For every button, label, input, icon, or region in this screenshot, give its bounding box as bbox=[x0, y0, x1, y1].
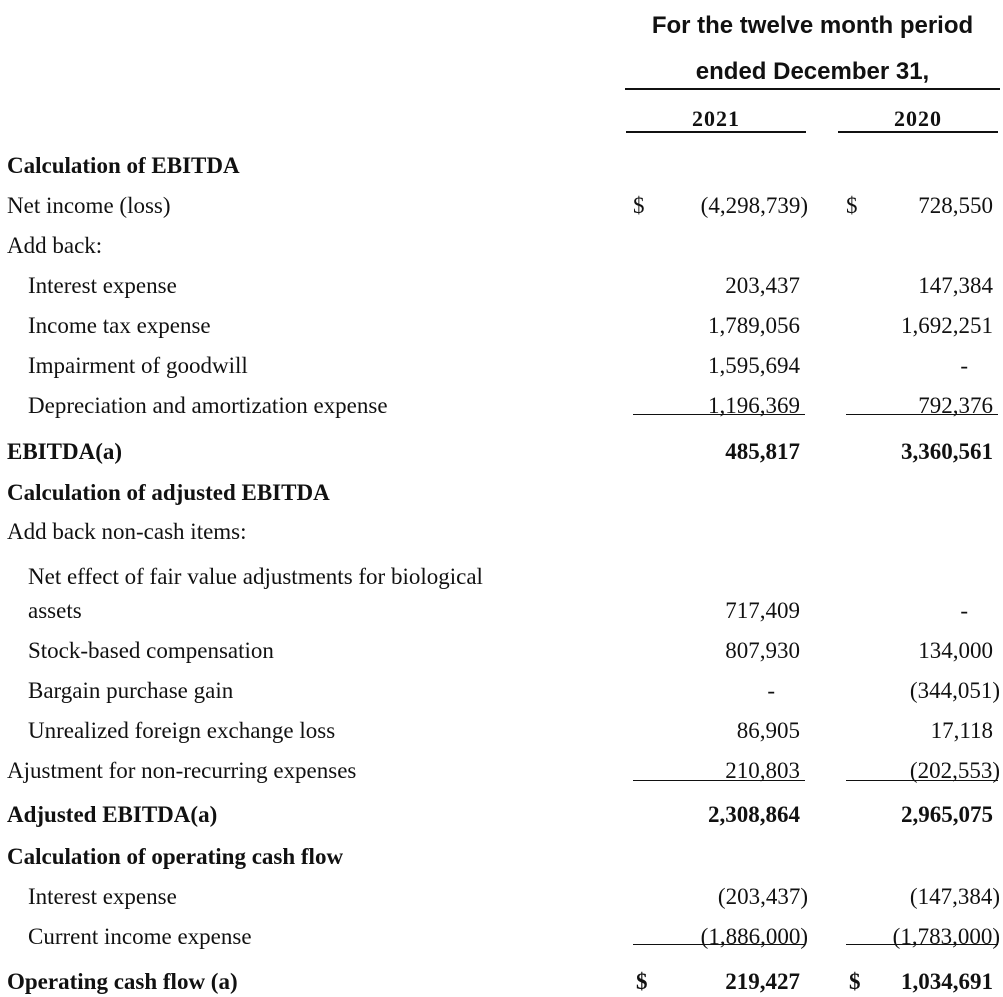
row-label: Net income (loss) bbox=[7, 193, 171, 218]
row-label: Income tax expense bbox=[28, 313, 211, 338]
year-2020-rule bbox=[838, 131, 998, 133]
table-row-adjusted-ebitda bbox=[0, 800, 1003, 830]
subtotal-rule-2021 bbox=[633, 944, 805, 945]
row-label: Depreciation and amortization expense bbox=[28, 393, 388, 418]
table-row-impairment bbox=[0, 351, 1003, 381]
row-label: Add back: bbox=[7, 233, 103, 258]
table-row-bargain-gain bbox=[0, 676, 1003, 706]
table-row-stock-comp bbox=[0, 636, 1003, 666]
row-label: Impairment of goodwill bbox=[28, 353, 248, 378]
table-row-add-back bbox=[0, 231, 1003, 261]
value-2021: (1,886,000) bbox=[700, 924, 808, 949]
subtotal-rule-2021 bbox=[633, 780, 805, 781]
value-2021: 86,905 bbox=[736, 718, 800, 743]
table-row-operating-cash-flow bbox=[0, 967, 1003, 997]
table-row-non-recurring bbox=[0, 756, 1003, 786]
currency-symbol: $ bbox=[849, 969, 861, 994]
value-2020: 3,360,561 bbox=[901, 439, 993, 464]
section-heading-adjusted-ebitda bbox=[0, 478, 1003, 508]
currency-symbol: $ bbox=[636, 969, 648, 994]
value-2021: 1,789,056 bbox=[708, 313, 800, 338]
value-2020: 17,118 bbox=[930, 718, 993, 743]
value-2020: 147,384 bbox=[918, 273, 993, 298]
table-row-current-income bbox=[0, 922, 1003, 952]
value-2020: - bbox=[960, 353, 968, 378]
currency-symbol: $ bbox=[846, 193, 858, 218]
subtotal-rule-2020 bbox=[846, 780, 998, 781]
year-2021-header: 2021 bbox=[692, 106, 740, 131]
subtotal-rule-2020 bbox=[846, 414, 998, 415]
period-header-rule bbox=[625, 88, 1000, 90]
section-label: Calculation of adjusted EBITDA bbox=[7, 480, 330, 505]
row-label: Ajustment for non-recurring expenses bbox=[7, 758, 357, 783]
period-header-line1: For the twelve month period bbox=[651, 12, 974, 39]
value-2021: 717,409 bbox=[725, 598, 800, 623]
section-label: Calculation of EBITDA bbox=[7, 153, 240, 178]
table-row-fair-value bbox=[0, 596, 1003, 626]
value-2020: 2,965,075 bbox=[901, 802, 993, 827]
row-label: EBITDA(a) bbox=[7, 439, 123, 464]
section-heading-ebitda bbox=[0, 151, 1003, 181]
value-2021: 807,930 bbox=[725, 638, 800, 663]
value-2021: 203,437 bbox=[725, 273, 800, 298]
period-header-line2: ended December 31, bbox=[695, 58, 930, 85]
value-2020: 1,692,251 bbox=[901, 313, 993, 338]
table-row-net-income bbox=[0, 191, 1003, 221]
table-row-depreciation bbox=[0, 391, 1003, 421]
value-2021: 1,595,694 bbox=[708, 353, 800, 378]
table-row-add-back-noncash bbox=[0, 517, 1003, 547]
value-2021: 1,196,369 bbox=[708, 393, 800, 418]
value-2021: 210,803 bbox=[725, 758, 800, 783]
subtotal-rule-2021 bbox=[633, 414, 805, 415]
table-row-fair-value-line1 bbox=[0, 562, 1003, 592]
value-2021: 219,427 bbox=[725, 969, 800, 994]
row-label: Unrealized foreign exchange loss bbox=[28, 718, 336, 743]
value-2021: (203,437) bbox=[717, 884, 808, 909]
row-label-continued: assets bbox=[28, 598, 82, 623]
row-label: Adjusted EBITDA(a) bbox=[7, 802, 218, 827]
value-2020: (344,051) bbox=[909, 678, 1000, 703]
table-row-fx-loss bbox=[0, 716, 1003, 746]
table-row-interest-expense bbox=[0, 271, 1003, 301]
row-label: Operating cash flow (a) bbox=[7, 969, 238, 994]
value-2021: 2,308,864 bbox=[708, 802, 800, 827]
value-2021: 485,817 bbox=[725, 439, 800, 464]
table-row-ebitda bbox=[0, 437, 1003, 467]
row-label: Stock-based compensation bbox=[28, 638, 274, 663]
currency-symbol: $ bbox=[633, 193, 645, 218]
subtotal-rule-2020 bbox=[846, 944, 998, 945]
row-label: Interest expense bbox=[28, 884, 177, 909]
table-row-ocf-interest bbox=[0, 882, 1003, 912]
value-2020: 134,000 bbox=[918, 638, 993, 663]
value-2020: - bbox=[960, 598, 968, 623]
row-label: Add back non-cash items: bbox=[7, 519, 247, 544]
row-label: Current income expense bbox=[28, 924, 252, 949]
value-2020: 728,550 bbox=[918, 193, 993, 218]
row-label: Bargain purchase gain bbox=[28, 678, 234, 703]
section-label: Calculation of operating cash flow bbox=[7, 844, 344, 869]
value-2020: (147,384) bbox=[909, 884, 1000, 909]
row-label: Net effect of fair value adjustments for biological bbox=[28, 564, 483, 589]
value-2021: (4,298,739) bbox=[700, 193, 808, 218]
section-heading-operating-cash-flow bbox=[0, 842, 1003, 872]
year-2021-rule bbox=[626, 131, 806, 133]
value-2020: (1,783,000) bbox=[892, 924, 1000, 949]
value-2020: 1,034,691 bbox=[901, 969, 993, 994]
value-2020: (202,553) bbox=[909, 758, 1000, 783]
row-label: Interest expense bbox=[28, 273, 177, 298]
value-2021: - bbox=[767, 678, 775, 703]
table-row-income-tax bbox=[0, 311, 1003, 341]
year-2020-header: 2020 bbox=[894, 106, 942, 131]
value-2020: 792,376 bbox=[918, 393, 993, 418]
